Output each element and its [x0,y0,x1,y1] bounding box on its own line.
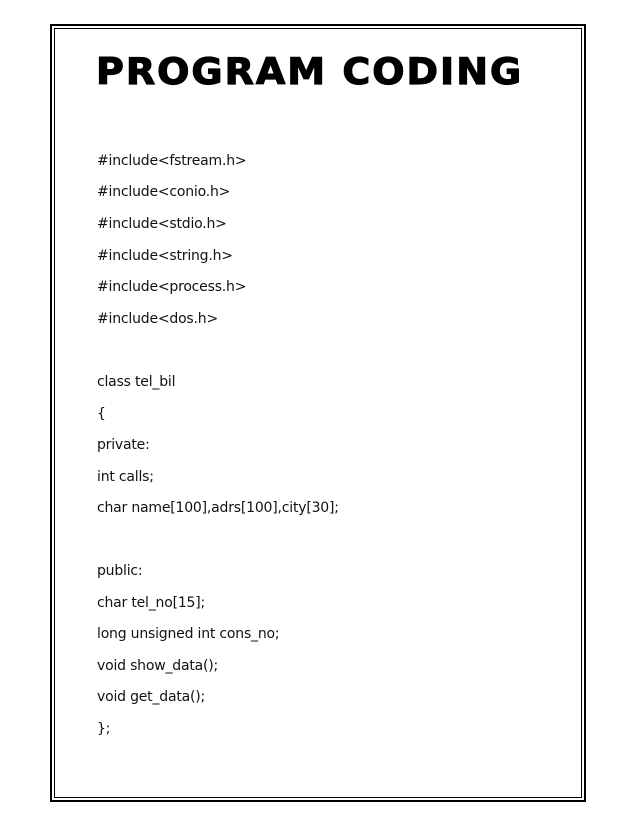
code-line-include-fstream: #include<fstream.h> [97,153,247,169]
code-line-member-tel-no: char tel_no[15]; [97,595,206,611]
code-line-member-name-adrs-city: char name[100],adrs[100],city[30]; [97,500,339,516]
page-border-inner [54,28,582,798]
code-line-include-string: #include<string.h> [97,248,233,264]
code-line-member-cons-no: long unsigned int cons_no; [97,626,280,642]
code-line-close-brace: }; [97,721,111,737]
code-line-method-get-data: void get_data(); [97,689,206,705]
code-line-include-dos: #include<dos.h> [97,311,218,327]
code-line-include-conio: #include<conio.h> [97,184,231,200]
code-line-member-calls: int calls; [97,469,154,485]
code-line-private-label: private: [97,437,150,453]
page-title: PROGRAM CODING [96,50,524,93]
code-line-class-declaration: class tel_bil [97,374,176,390]
code-line-include-process: #include<process.h> [97,279,247,295]
code-line-include-stdio: #include<stdio.h> [97,216,227,232]
code-line-public-label: public: [97,563,143,579]
code-line-method-show-data: void show_data(); [97,658,219,674]
code-line-open-brace: { [97,406,106,422]
